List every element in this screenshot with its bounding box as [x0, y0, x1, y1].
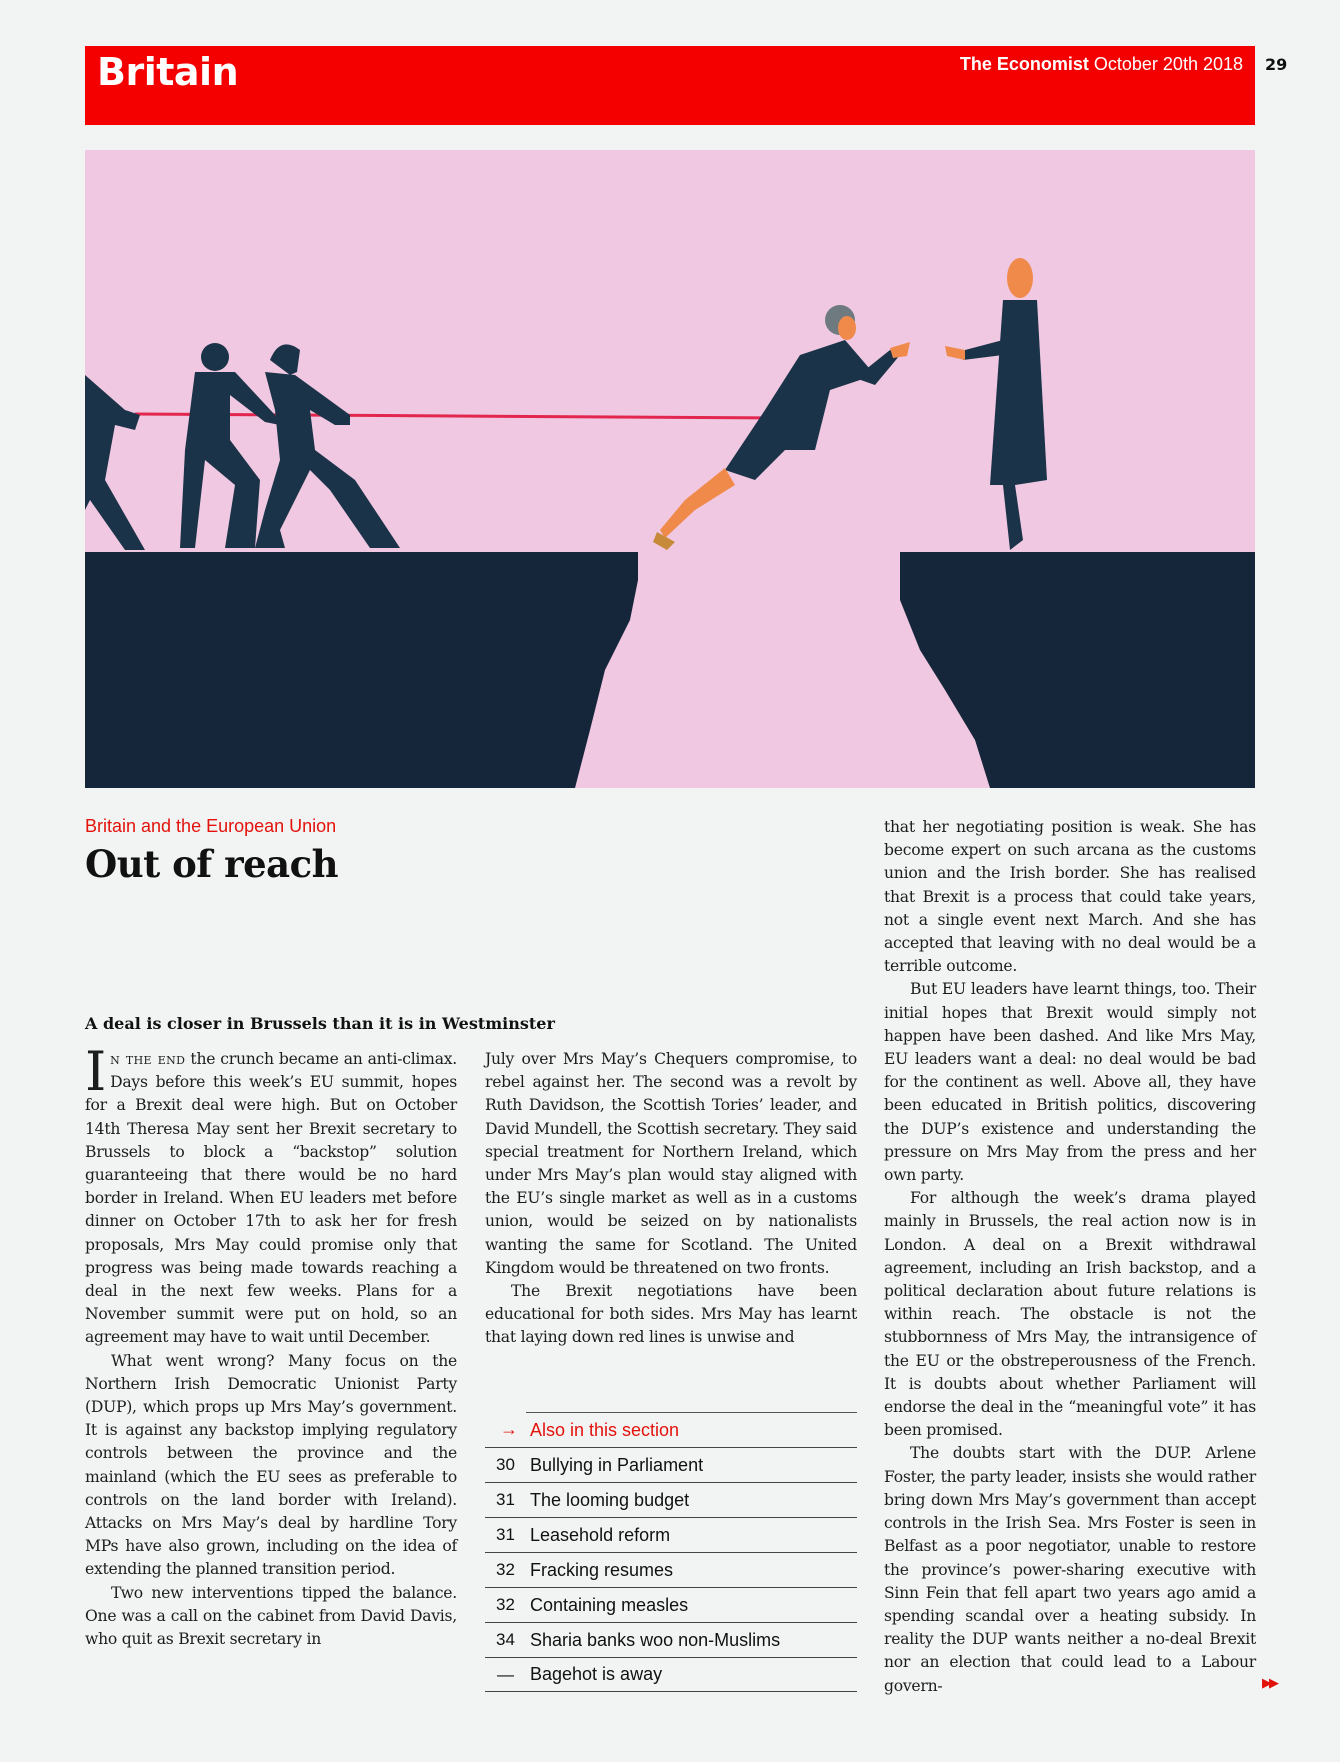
section-header-bar [85, 46, 1255, 125]
paragraph: The doubts start with the DUP. Arlene Foster, the party leader, insists she would rather bring down Mrs May’s government than accept controls in the Irish Sea. Mrs Foster is seen in Belfast as a poor negotiator, unable to restore the province’s power-sharing executive with Sinn Fein that fell apart two years ago amid a spending scandal over a heating subsidy. In reality the DUP wants neither a no-deal Brexit nor an election that could lead to a Labour govern- [884, 1444, 1256, 1695]
article-column-1 [85, 1040, 458, 1651]
article-headline: Out of reach [85, 842, 339, 886]
publication-name: The Economist [959, 54, 1089, 74]
arrow-right-icon: → [500, 1419, 518, 1439]
section-title: Britain [97, 50, 239, 94]
lead-in-smallcaps: n the end [110, 1050, 186, 1068]
also-in-section-title: Also in this section [530, 1419, 680, 1440]
paragraph: In the end the crunch became an anti-climax. Days before this week’s EU summit, hopes for a Brexit deal were high. But on October 14th Theresa May sent her Brexit secretary to Brussels to block a “backstop” solution guaranteeing that there would be no hard border in Ireland. When EU leaders met before dinner on October 17th to ask her for fresh proposals, Mrs May could promise only that progress was being made towards reaching a deal in the next few weeks. Plans for a November summit were put on hold, so an agreement may have to wait until December. [85, 1040, 458, 1347]
paragraph: July over Mrs May’s Chequers compromise, to rebel against her. The second was a revolt by Ruth Davidson, the Scottish Tories’ leader, and David Mundell, the Scottish secretary. They said special treatment for Northern Ireland, which under Mrs May’s plan would stay aligned with the EU’s single market as well as in a customs union, would be seized on by nationalists wanting the same for Scotland. The United Kingdom would be threatened on two fronts. [485, 1050, 857, 1277]
article-flytitle: Britain and the European Union [85, 816, 337, 836]
article-rubric: A deal is closer in Brussels than it is in Westminster [85, 1014, 555, 1033]
article-column-2 [485, 1048, 857, 1350]
tug-of-war-cliff-illustration [85, 150, 1255, 788]
section-link-item[interactable]: 32 Fracking resumes [485, 1552, 857, 1587]
continue-arrow-icon[interactable]: ▶▶ [1262, 1676, 1276, 1691]
article-illustration [85, 150, 1255, 788]
issue-date: October 20th 2018 [1093, 54, 1243, 74]
section-link-item[interactable]: — Bagehot is away [485, 1657, 857, 1692]
paragraph: Two new interventions tipped the balance. One was a call on the cabinet from David Davis, who quit as Brexit secretary in [85, 1583, 457, 1649]
paragraph: The Brexit negotiations have been educational for both sides. Mrs May has learnt that laying down red lines is unwise and [485, 1282, 857, 1347]
paragraph: that her negotiating position is weak. She has become expert on such arcana as the customs union and the Irish border. She has realised that Brexit is a process that could take years, not a single event next March. And she has accepted that leaving with no deal would be a terrible outcome. [884, 818, 1256, 976]
also-in-this-section-box [485, 1412, 857, 1692]
masthead [960, 54, 1243, 75]
paragraph: For although the week’s drama played mainly in Brussels, the real action now is in London. A deal on a Brexit withdrawal agreement, including an Irish backstop, and a political declaration about future relations is within reach. The obstacle is not the stubbornness of Mrs May, the intransigence of the EU or the obstreperousness of the French. It is doubts about whether Parliament will endorse the deal in the “meaningful vote” it has been promised. [884, 1189, 1256, 1440]
paragraph: What went wrong? Many focus on the Northern Irish Democratic Unionist Party (DUP), which props up Mrs May’s government. It is against any backstop implying regulatory controls between the province and the mainland (which the EU sees as preferable to controls on the land border with Ireland). Attacks on Mrs May’s deal by hardline Tory MPs have also grown, including on the idea of extending the planned transition period. [85, 1351, 457, 1579]
section-link-item[interactable]: 31 The looming budget [485, 1482, 857, 1517]
section-link-item[interactable]: 31 Leasehold reform [485, 1517, 857, 1552]
article-column-3 [884, 816, 1256, 1698]
section-link-item[interactable]: 32 Containing measles [485, 1587, 857, 1622]
page-number: 29 [1265, 55, 1288, 74]
section-link-item[interactable]: 30 Bullying in Parliament [485, 1447, 857, 1482]
drop-cap: I [85, 1040, 107, 1103]
section-link-item[interactable]: 34 Sharia banks woo non-Muslims [485, 1622, 857, 1657]
paragraph: But EU leaders have learnt things, too. Their initial hopes that Brexit would simply not happen have been dashed. And like Mrs May, EU leaders want a deal: no deal would be bad for the continent as well. Above all, they have been educated in British politics, discovering the DUP’s existence and understanding the pressure on Mrs May from the press and her own party. [884, 980, 1256, 1185]
